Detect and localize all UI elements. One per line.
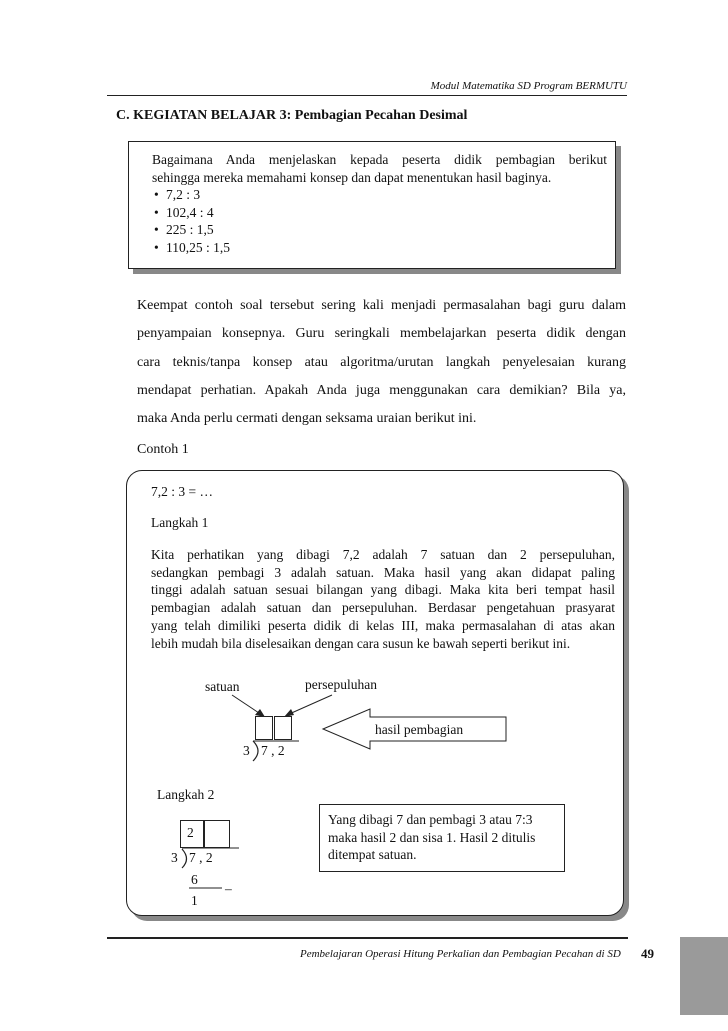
label-satuan: satuan — [205, 679, 240, 694]
header-rule — [107, 95, 627, 96]
question-line: sehingga mereka memahami konsep dan dapat menentukan hasil baginya. — [152, 169, 552, 185]
page-tab-marker — [680, 937, 728, 1015]
question-item: • 102,4 : 4 — [152, 204, 607, 222]
question-list — [152, 186, 607, 256]
step1-title: Langkah 1 — [151, 515, 209, 530]
running-header: Modul Matematika SD Program BERMUTU — [430, 80, 627, 92]
quotient-box-2-persepuluhan — [204, 820, 230, 848]
note-line: Yang dibagi 7 dan pembagi 3 atau 7:3 — [328, 812, 533, 827]
paragraph-line: Keempat contoh soal tersebut sering kali menjadi permasalahan bagi guru dalam — [137, 298, 626, 313]
body-paragraph — [137, 292, 626, 433]
question-item: • 7,2 : 3 — [152, 186, 607, 204]
step2-title: Langkah 2 — [157, 787, 215, 802]
quotient-digit: 2 — [187, 825, 194, 840]
arrow-to-persepuluhan — [287, 695, 332, 715]
hasil-pembagian-label: hasil pembagian — [375, 722, 464, 737]
remainder-1: 1 — [191, 893, 198, 908]
quotient-box-satuan — [255, 716, 273, 740]
paragraph-line: penyampaian konsepnya. Guru seringkali membelajarkan peserta didik dengan — [137, 326, 626, 342]
question-text — [152, 151, 607, 256]
question-item: • 225 : 1,5 — [152, 221, 607, 239]
question-item: • 110,25 : 1,5 — [152, 239, 607, 257]
example-problem: 7,2 : 3 = … — [151, 484, 213, 499]
quotient-box-persepuluhan — [274, 716, 292, 740]
division-bracket-2 — [182, 849, 187, 868]
section-title: C. KEGIATAN BELAJAR 3: Pembagian Pecahan Desimal — [116, 108, 468, 123]
step2-note-box — [319, 804, 565, 872]
step1-line: Kita perhatikan yang dibagi 7,2 adalah 7 satuan dan 2 persepuluhan, — [151, 547, 615, 562]
footer-title: Pembelajaran Operasi Hitung Perkalian dan Pembagian Pecahan di SD — [300, 948, 621, 960]
example-heading: Contoh 1 — [137, 442, 189, 457]
dividend-2: 7 , 2 — [189, 850, 213, 865]
note-line: maka hasil 2 dan sisa 1. Hasil 2 ditulis — [328, 829, 536, 845]
page-number: 49 — [641, 946, 654, 961]
question-box — [128, 141, 616, 269]
step1-line: lebih mudah bila diselesaikan dengan cara susun ke bawah seperti berikut ini. — [151, 635, 571, 651]
product-6: 6 — [191, 872, 198, 887]
minus-sign: – — [225, 881, 232, 896]
step1-line: yang telah dimiliki peserta didik di kelas III, maka permasalahan di atas akan — [151, 617, 615, 633]
footer-rule — [107, 937, 628, 939]
step1-line: tinggi adalah satuan sesuai bilangan yang dibagi. Maka kita beri tempat hasil — [151, 582, 615, 598]
step1-line: sedangkan pembagi 3 adalah satuan. Maka hasil yang akan didapat paling — [151, 564, 615, 580]
note-line: ditempat satuan. — [328, 847, 417, 862]
paragraph-line: cara teknis/tanpa konsep atau algoritma/urutan langkah penyelesaian kurang — [137, 354, 626, 370]
divisor-1: 3 — [243, 743, 250, 758]
divisor-2: 3 — [171, 850, 178, 865]
dividend-1: 7 , 2 — [261, 743, 285, 758]
label-persepuluhan: persepuluhan — [305, 677, 377, 692]
paragraph-line: maka Anda perlu cermati dengan seksama uraian berikut ini. — [137, 411, 477, 427]
step1-line: pembagian adalah satuan dan persepuluhan. Berdasar pengetahuan prasyarat — [151, 600, 615, 616]
question-line: Bagaimana Anda menjelaskan kepada peserta didik pembagian berikut — [152, 152, 607, 167]
example-box — [126, 470, 624, 916]
division-bracket-1 — [253, 741, 258, 761]
paragraph-line: mendapat perhatian. Apakah Anda juga menggunakan cara demikian? Bila ya, — [137, 382, 626, 398]
